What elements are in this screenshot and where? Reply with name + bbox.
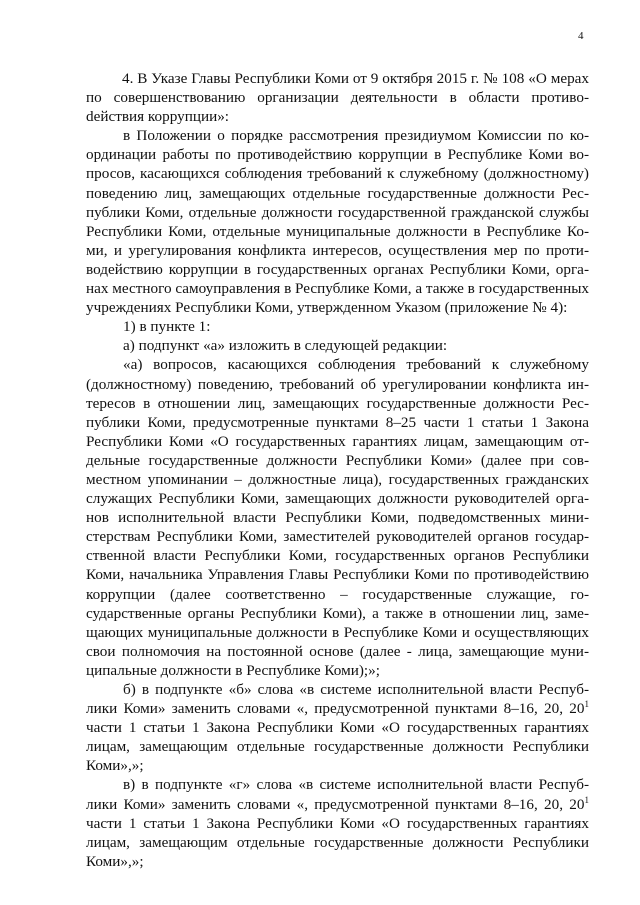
superscript: 1 bbox=[584, 794, 589, 805]
paragraph-subpoint-b bbox=[86, 680, 589, 775]
paragraph-subpoint-a: а) подпункт «а» изложить в следующей редакции: bbox=[123, 337, 448, 355]
superscript: 1 bbox=[584, 699, 589, 710]
text-segment: части 1 статьи 1 Закона Республики Коми «О государственных гарантиях лицам, замещающим отдельные государственные должности Республики Коми»,»; bbox=[86, 719, 589, 775]
paragraph-regulation: в Положении о порядке рассмотрения президиумом Комиссии по координации работы по противодействию коррупции в Республике Коми вопросов, касающихся соблюдения требований к служебному (должностному) поведению лиц, замещающих отдельные государственные должности Республики Коми, отдельные должности государственной гражданской службы Республики Коми, отдельные муниципальные должности в Республике Коми, и урегулирования конфликта интересов, осуществления мер по противодействию коррупции в государственных органах Республики Коми, органах местного самоуправления в Республике Коми, а также в государственных учреждениях Республики Коми, утвержденном Указом (приложение № 4): bbox=[86, 127, 589, 317]
text-segment: в) в подпункте «г» слова «в системе исполнительной власти Республики Коми» заменить словами «, предусмотренной пунктами 8–16, 20, 20 bbox=[86, 776, 589, 813]
paragraph-decree-item-4: 4. В Указе Главы Республики Коми от 9 октября 2015 г. № 108 «О мерах по совершенствованию организации деятельности в области противоdействия коррупции»: bbox=[86, 70, 589, 126]
paragraph-subpoint-v bbox=[86, 775, 589, 870]
text-segment: части 1 статьи 1 Закона Республики Коми «О государственных гарантиях лицам, замещающим отдельные государственные должности Республики Коми»,»; bbox=[86, 814, 589, 870]
text-segment: б) в подпункте «б» слова «в системе исполнительной власти Республики Коми» заменить словами «, предусмотренной пунктами 8–16, 20, 20 bbox=[86, 681, 589, 718]
paragraph-subpoint-a-text: «а) вопросов, касающихся соблюдения требований к служебному (должностному) поведению, требований об урегулировании конфликта интересов в отношении лиц, замещающих государственные должности Республики Коми, предусмотренные пунктами 8–25 части 1 статьи 1 Закона Республики Коми «О государственных гарантиях лицам, замещающим отдельные государственные должности Республики Коми» (далее при совместном упоминании – должностные лица), государственных гражданских служащих Республики Коми, замещающих должности руководителей органов исполнительной власти Республики Коми, подведомственных министерствам Республики Коми, заместителей руководителей органов государственной власти Республики Коми, государственных органов Республики Коми, начальника Управления Главы Республики Коми по противодействию коррупции (далее соответственно – государственные служащие, государственные органы Республики Коми), а также в отношении лиц, замещающих муниципальные должности в Республике Коми и осуществляющих свои полномочия на постоянной основе (далее - лица, замещающие муниципальные должности в Республике Коми);»; bbox=[86, 356, 589, 679]
document-body bbox=[86, 69, 589, 871]
paragraph-point-1: 1) в пункте 1: bbox=[123, 318, 211, 336]
page-number: 4 bbox=[578, 30, 584, 42]
